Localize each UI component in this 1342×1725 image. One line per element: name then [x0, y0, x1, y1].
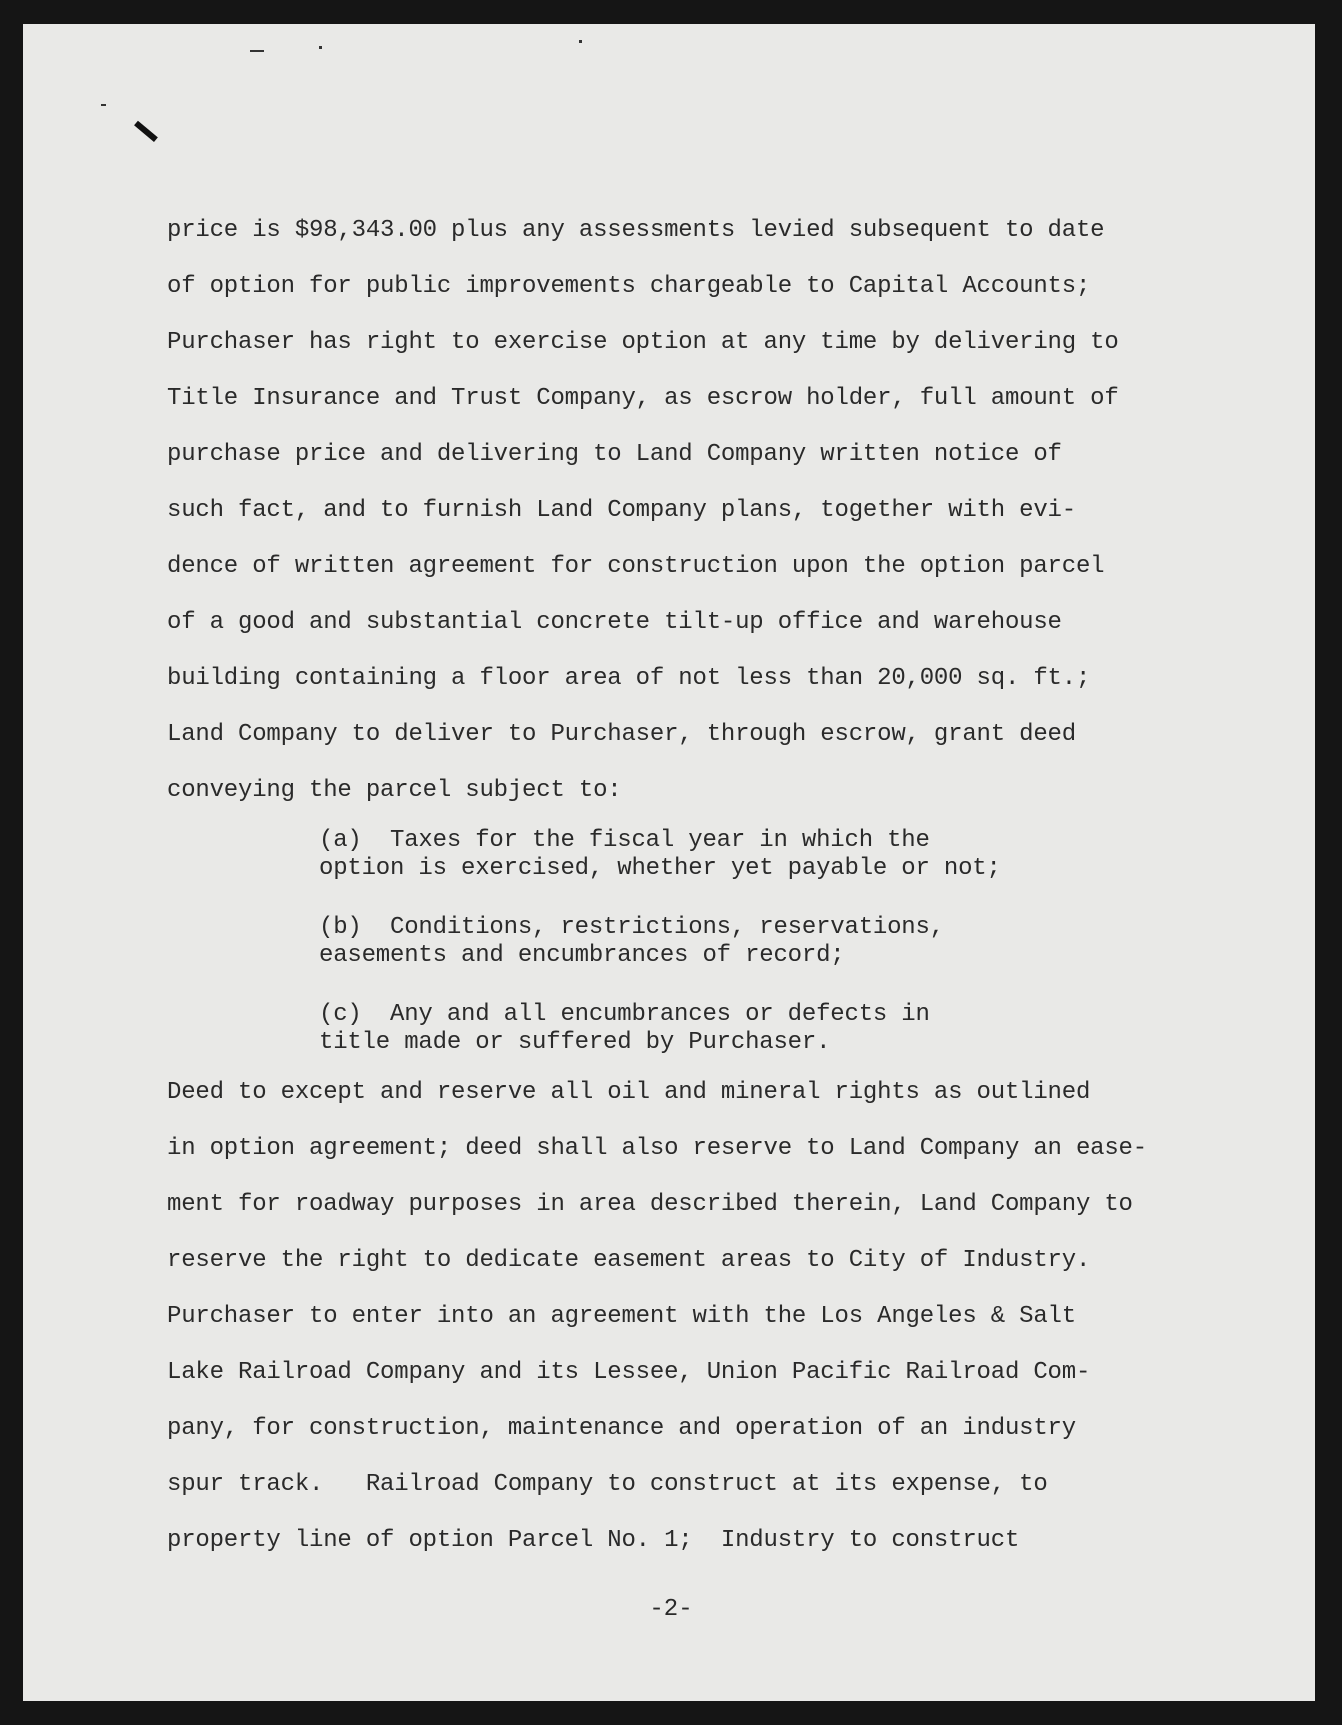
- text-line: Land Company to deliver to Purchaser, through escrow, grant deed: [167, 721, 1076, 748]
- text-line: title made or suffered by Purchaser.: [319, 1029, 831, 1056]
- condition-list: [319, 827, 1257, 1057]
- text-line: Title Insurance and Trust Company, as escrow holder, full amount of: [167, 385, 1119, 412]
- text-line: building containing a floor area of not less than 20,000 sq. ft.;: [167, 665, 1091, 692]
- document-body: [167, 203, 1257, 1569]
- scan-mark: [101, 104, 106, 106]
- text-line: of a good and substantial concrete tilt-up office and warehouse: [167, 609, 1062, 636]
- text-line: Purchaser has right to exercise option at any time by delivering to: [167, 329, 1119, 356]
- text-line: property line of option Parcel No. 1; Industry to construct: [167, 1527, 1020, 1554]
- text-line: (c) Any and all encumbrances or defects in: [319, 1001, 930, 1028]
- condition-item: [319, 827, 1257, 883]
- paragraph-2: [167, 1065, 1257, 1569]
- paragraph-1: [167, 203, 1257, 819]
- text-line: price is $98,343.00 plus any assessments levied subsequent to date: [167, 217, 1105, 244]
- text-line: Lake Railroad Company and its Lessee, Union Pacific Railroad Com-: [167, 1359, 1091, 1386]
- text-line: spur track. Railroad Company to construct at its expense, to: [167, 1471, 1048, 1498]
- text-line: in option agreement; deed shall also reserve to Land Company an ease-: [167, 1135, 1147, 1162]
- text-line: of option for public improvements chargeable to Capital Accounts;: [167, 273, 1091, 300]
- text-line: (b) Conditions, restrictions, reservations,: [319, 914, 944, 941]
- text-line: pany, for construction, maintenance and operation of an industry: [167, 1415, 1076, 1442]
- scan-mark: [134, 121, 158, 142]
- text-line: reserve the right to dedicate easement areas to City of Industry.: [167, 1247, 1091, 1274]
- text-line: such fact, and to furnish Land Company plans, together with evi-: [167, 497, 1076, 524]
- text-line: Purchaser to enter into an agreement with the Los Angeles & Salt: [167, 1303, 1076, 1330]
- condition-item: [319, 914, 1257, 970]
- scan-mark: [579, 40, 582, 43]
- text-line: Deed to except and reserve all oil and mineral rights as outlined: [167, 1079, 1091, 1106]
- text-line: ment for roadway purposes in area described therein, Land Company to: [167, 1191, 1133, 1218]
- text-line: option is exercised, whether yet payable or not;: [319, 855, 1001, 882]
- scan-mark: [319, 46, 322, 49]
- text-line: conveying the parcel subject to:: [167, 777, 622, 804]
- page-number: -2-: [649, 1596, 693, 1623]
- text-line: easements and encumbrances of record;: [319, 942, 845, 969]
- scan-mark: [250, 50, 264, 52]
- text-line: purchase price and delivering to Land Company written notice of: [167, 441, 1062, 468]
- condition-item: [319, 1001, 1257, 1057]
- text-line: (a) Taxes for the fiscal year in which the: [319, 827, 930, 854]
- text-line: dence of written agreement for construction upon the option parcel: [167, 553, 1105, 580]
